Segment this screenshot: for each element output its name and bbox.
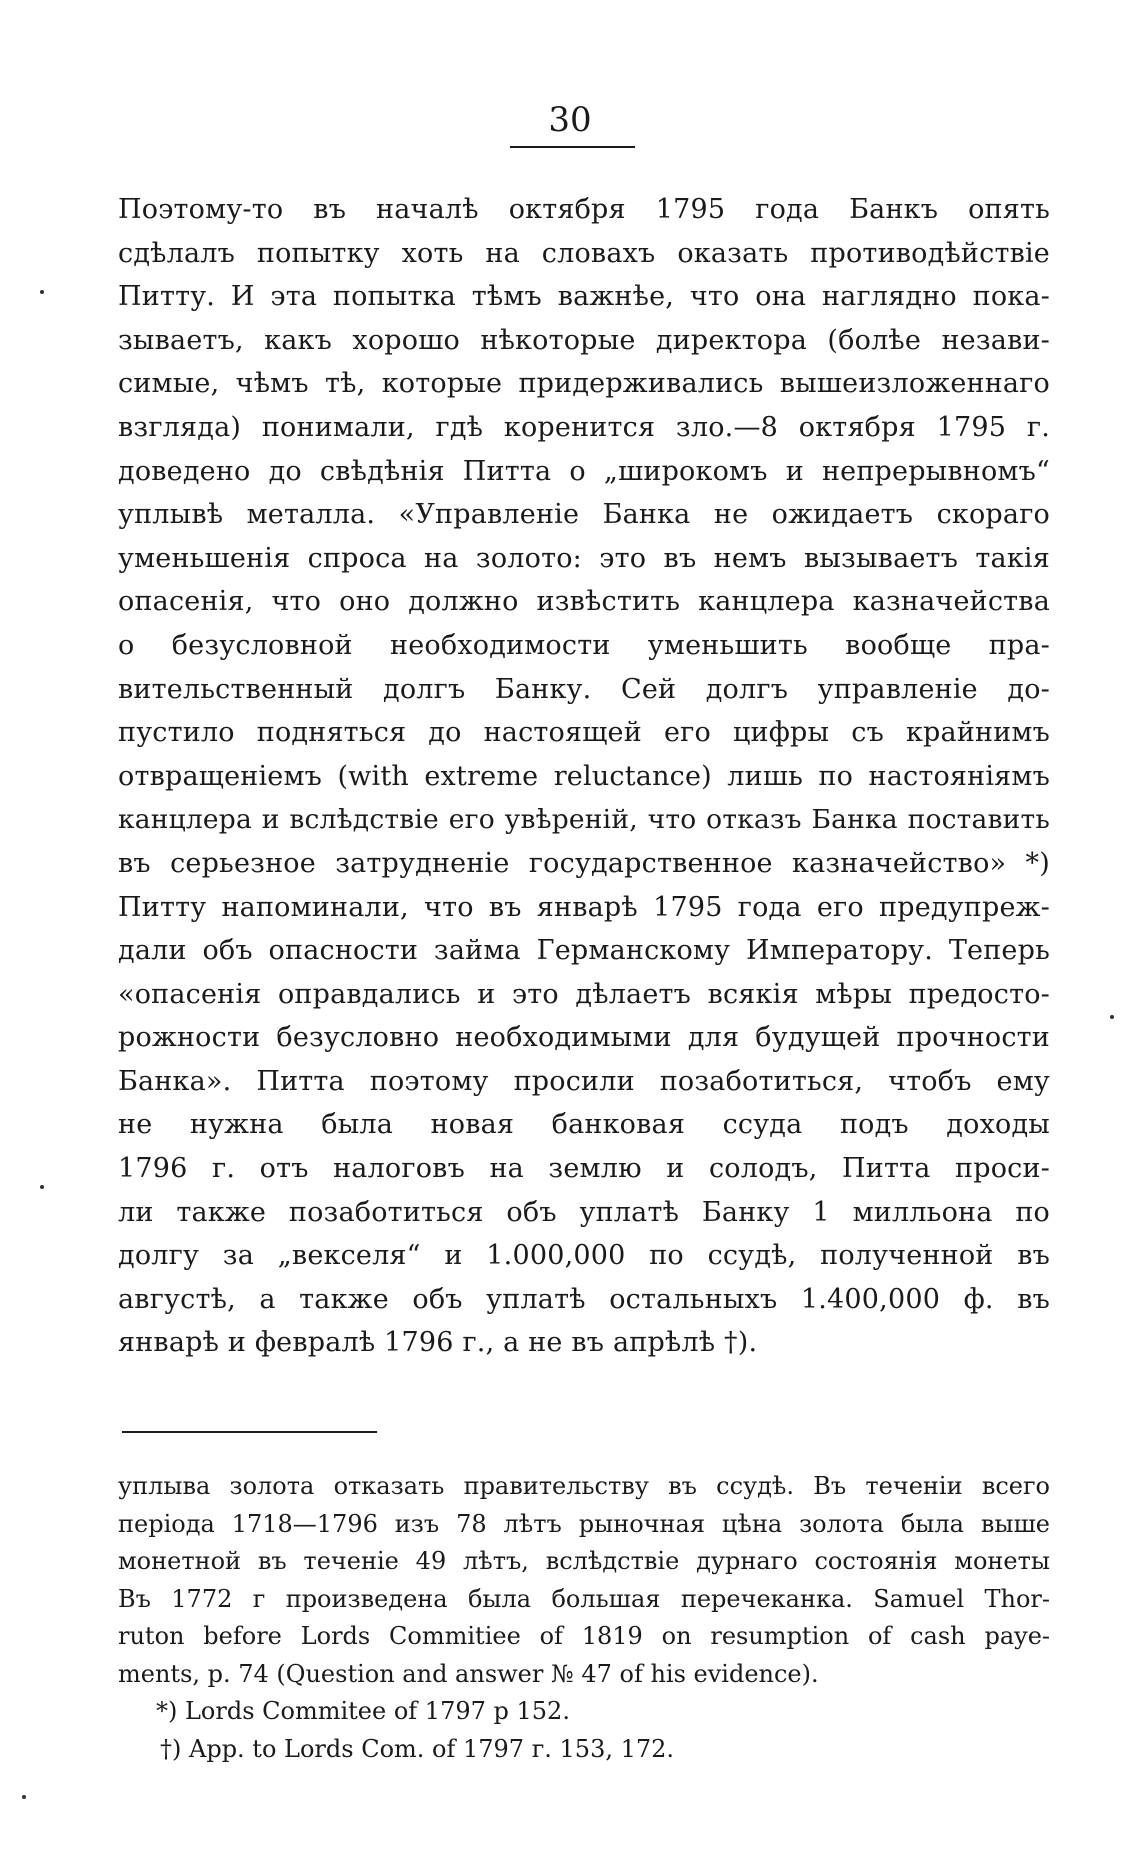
- text-line: уплывѣ металла. «Управленіе Банка не ожидаетъ скораго: [118, 499, 1050, 531]
- text-line: зываетъ, какъ хорошо нѣкоторые директора (болѣе незави-: [118, 324, 1050, 356]
- text-line: Питту. И эта попытка тѣмъ важнѣе, что она наглядно пока-: [118, 281, 1050, 313]
- text-line: отвращеніемъ (with extreme reluctance) лишь по настояніямъ: [118, 760, 1050, 792]
- text-line: симые, чѣмъ тѣ, которые придерживались вышеизложеннаго: [118, 368, 1050, 400]
- scan-speck: [40, 1185, 44, 1189]
- text-line: уменьшенія спроса на золото: это въ немъ вызываетъ такія: [118, 542, 1050, 574]
- text-line: опасенія, что оно должно извѣстить канцлера казначейства: [118, 586, 1050, 618]
- text-line: долгу за „векселя“ и 1.000,000 по ссудѣ, полученной въ: [118, 1240, 1050, 1272]
- text-line: августѣ, а также объ уплатѣ остальныхъ 1.400,000 ф. въ: [118, 1283, 1050, 1315]
- text-line: январѣ и февралѣ 1796 г., а не въ апрѣлѣ †).: [118, 1327, 758, 1359]
- footnote-asterisk: *) Lords Commitee of 1797 p 152.: [156, 1697, 570, 1725]
- footnote-line: монетной въ теченіе 49 лѣтъ, вслѣдствіе дурнаго состоянія монеты: [118, 1547, 1050, 1575]
- footnotes: [118, 1468, 1050, 1768]
- text-line: Банка». Питта поэтому просили позаботиться, чтобъ ему: [118, 1065, 1050, 1097]
- text-line: взгляда) понимали, гдѣ коренится зло.—8 октября 1795 г.: [118, 411, 1050, 443]
- scan-speck: [40, 290, 44, 294]
- scan-speck: [1110, 1015, 1114, 1019]
- page-number: 30: [548, 100, 592, 140]
- footnote-line: ments, p. 74 (Question and answer № 47 of his evidence).: [118, 1659, 819, 1688]
- text-line: Поэтому-то въ началѣ октября 1795 года Банкъ опять: [118, 194, 1050, 225]
- text-line: Питту напоминали, что въ январѣ 1795 года его предупреж-: [118, 891, 1050, 923]
- text-line: канцлера и вслѣдствіе его увѣреній, что отказъ Банка поставить: [118, 804, 1050, 836]
- text-line: сдѣлалъ попытку хоть на словахъ оказать противодѣйствіе: [118, 237, 1050, 269]
- text-line: дали объ опасности займа Германскому Императору. Теперь: [118, 935, 1050, 967]
- footnote-dagger: †) App. to Lords Com. of 1797 г. 153, 172.: [160, 1734, 675, 1763]
- text-line: доведено до свѣдѣнія Питта о „широкомъ и непрерывномъ“: [118, 455, 1050, 487]
- text-line: «опасенія оправдались и это дѣлаетъ всякія мѣры предосто-: [118, 978, 1050, 1010]
- page-number-rule: [510, 146, 635, 148]
- text-line: ли также позаботиться объ уплатѣ Банку 1 милльона по: [118, 1196, 1050, 1228]
- text-line: о безусловной необходимости уменьшить вообще пра-: [118, 629, 1050, 661]
- footnote-line: ruton before Lords Commitiee of 1819 on resumption of cash paye-: [118, 1622, 1050, 1650]
- footnote-rule: [122, 1431, 377, 1433]
- main-text: [118, 188, 1050, 1365]
- text-line: въ серьезное затрудненіе государственное казначейство» *): [118, 847, 1050, 879]
- scan-speck: [22, 1795, 26, 1799]
- text-line: 1796 г. отъ налоговъ на землю и солодъ, Питта проси-: [118, 1153, 1050, 1185]
- footnote-line: Въ 1772 г произведена была большая перечеканка. Samuel Thor-: [118, 1584, 1050, 1613]
- text-line: не нужна была новая банковая ссуда подъ доходы: [118, 1109, 1050, 1141]
- footnote-line: уплыва золота отказать правительству въ ссудѣ. Въ теченіи всего: [118, 1472, 1050, 1500]
- footnote-line: періода 1718—1796 изъ 78 лѣтъ рыночная цѣна золота была выше: [118, 1509, 1050, 1538]
- text-line: вительственный долгъ Банку. Сей долгъ управленіе до-: [118, 673, 1050, 705]
- text-line: пустило подняться до настоящей его цифры съ крайнимъ: [118, 717, 1050, 749]
- text-line: рожности безусловно необходимыми для будущей прочности: [118, 1022, 1050, 1054]
